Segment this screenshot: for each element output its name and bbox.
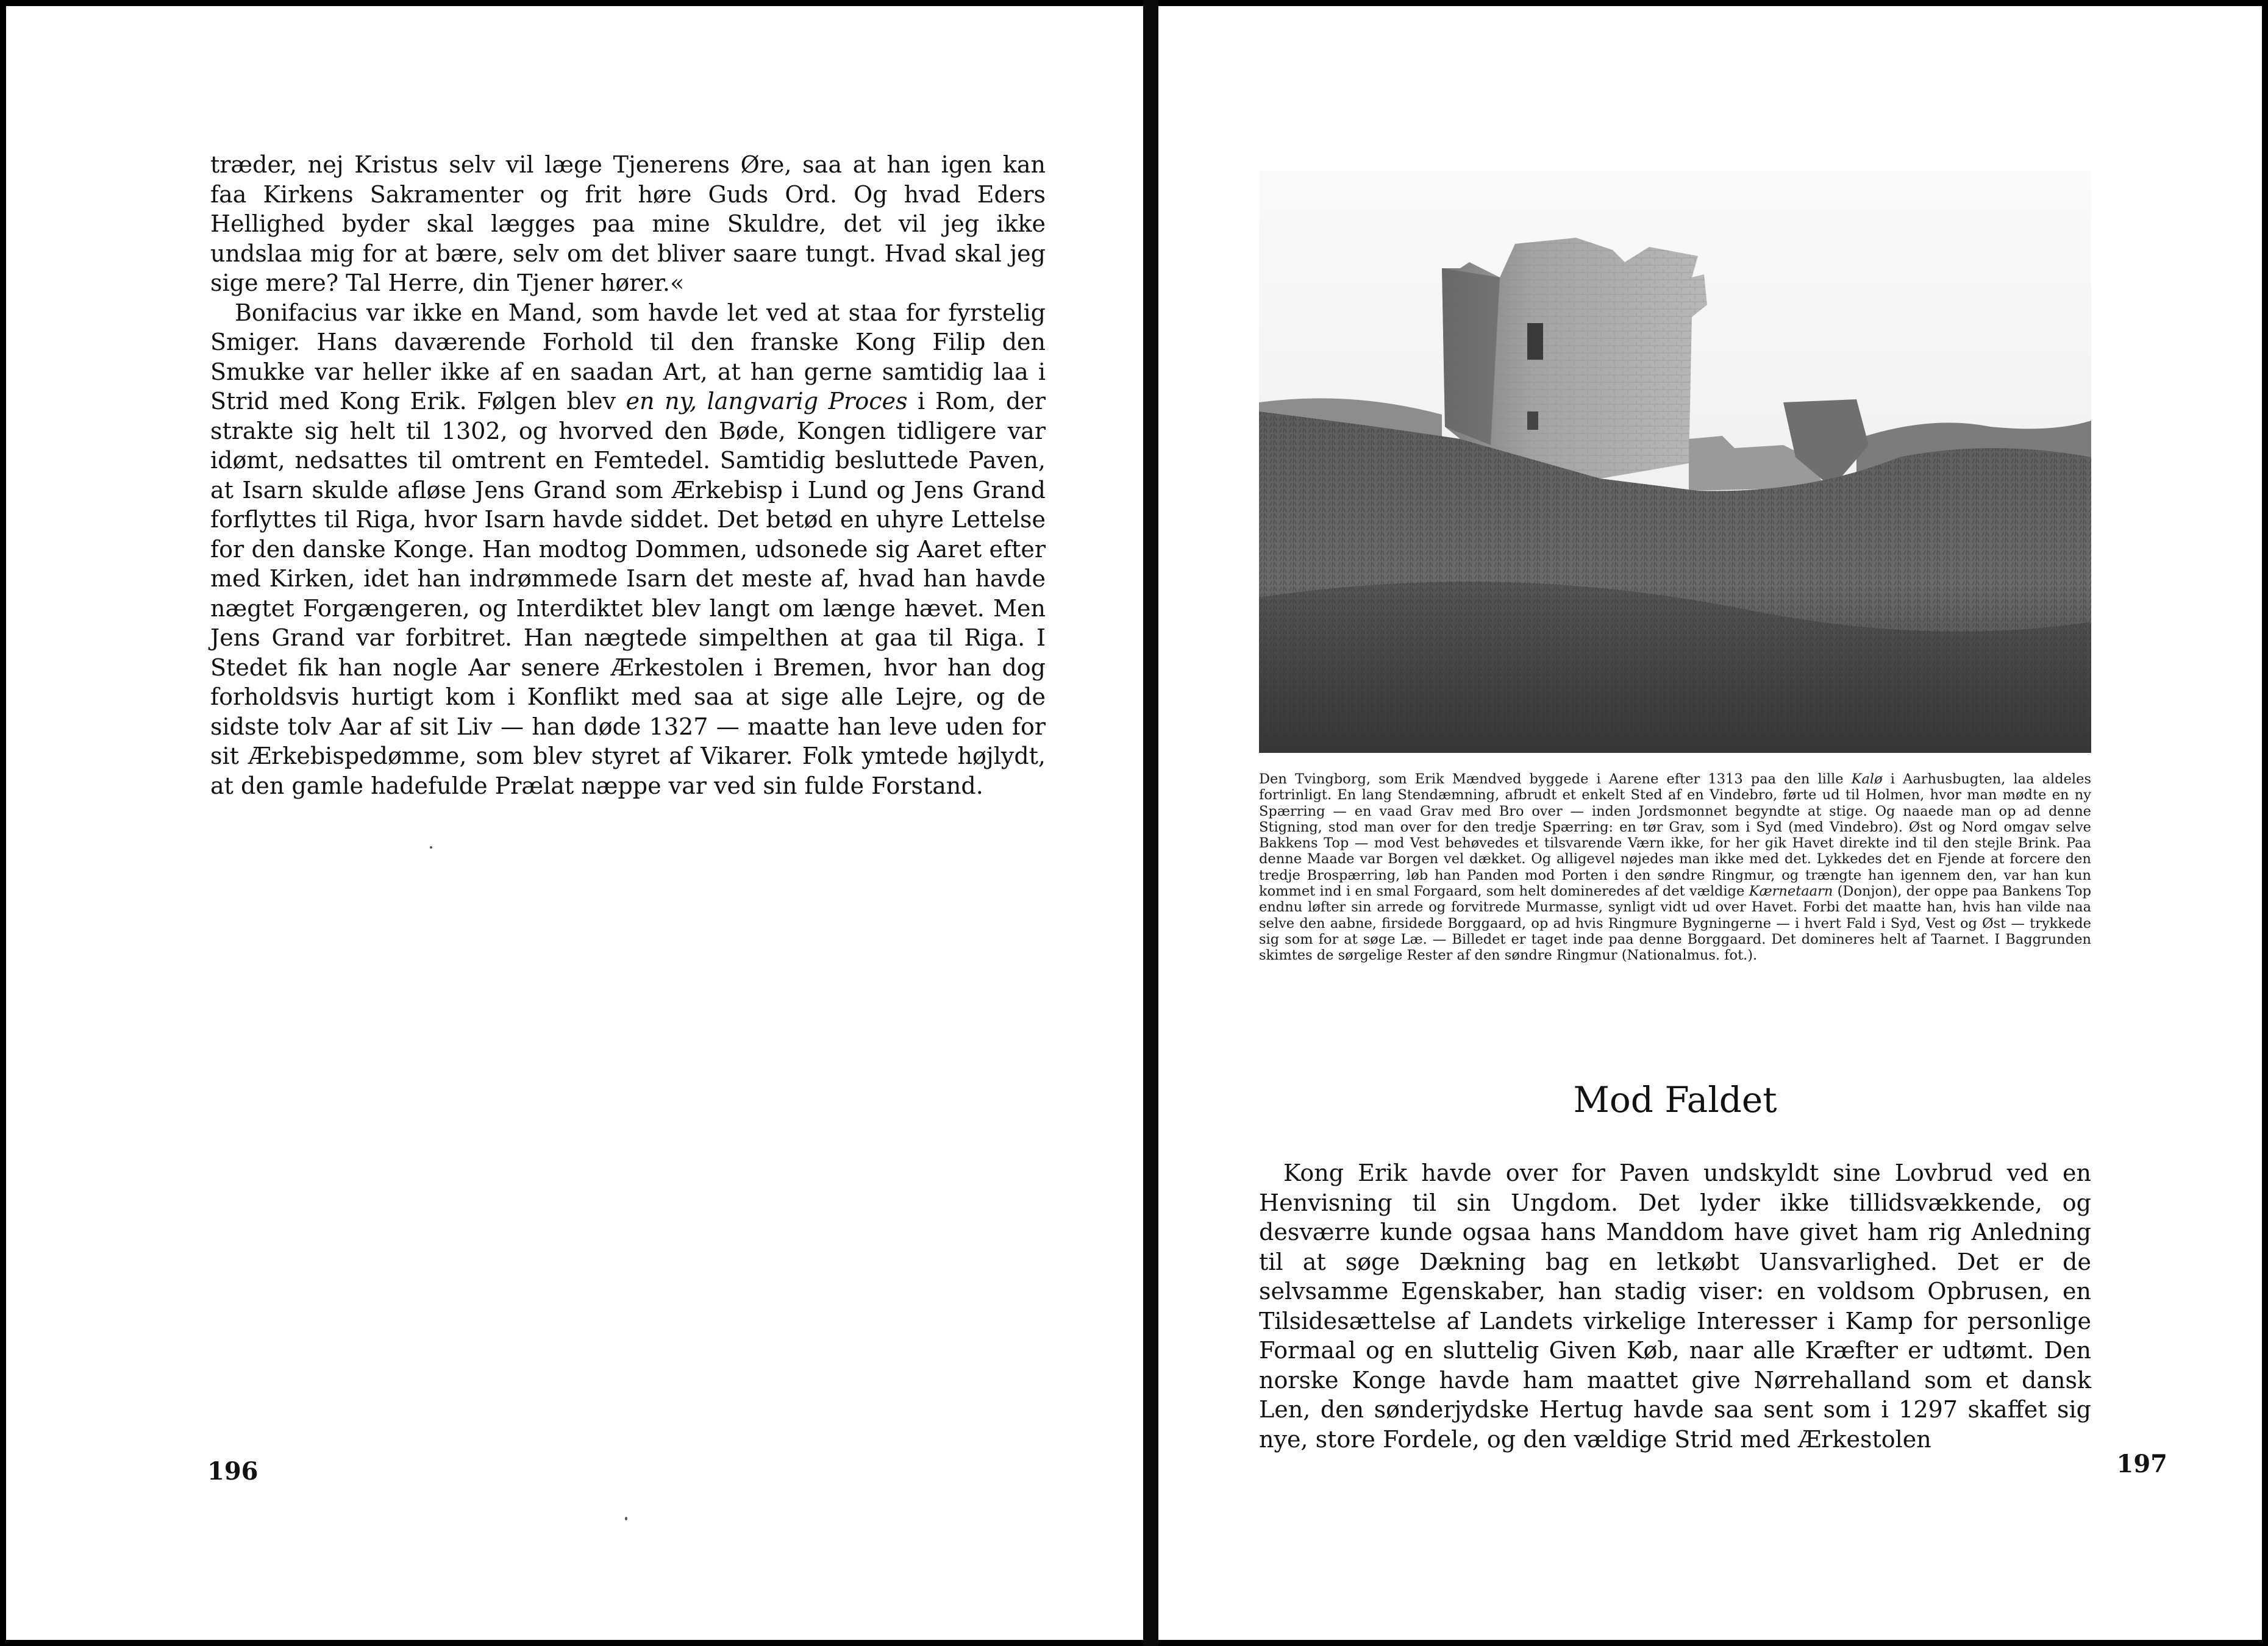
book-gutter [1143,0,1158,1646]
text-segment: (Donjon), der oppe paa Bankens Top endnu løfter sin arrede og forvitrede Murmasse, synligt vidt ud over Havet. Forbi det maatte han, hvis han vilde naa selve den aabne, firsidede Borggaard, op ad hvis Ringmure Bygningerne — i hvert Fald i Syd, Vest og Øst — trykkede sig som for at søge Læ. — Billedet er taget inde paa denne Borggaard. Det domineres helt af Taarnet. I Baggrunden skimtes de sørgelige Rester af den søndre Ringmur (Nationalmus. fot.). [1259,883,2091,964]
paper-speck [430,846,432,849]
paper-speck [625,1517,627,1520]
italic-text-segment: en ny, langvarig Proces [626,388,908,415]
text-segment: træder, nej Kristus selv vil læge Tjenerens Øre, saa at han igen kan faa Kirkens Sakramenter og frit høre Guds Ord. Og hvad Eders Hellighed byder skal lægges paa mine Skuldre, det vil jeg ikke undslaa mig for at bære, selv om det bliver saare tungt. Hvad skal jeg sige mere? Tal Herre, din Tjener hører.« [210,151,1046,296]
left-page-number: 196 [207,1457,259,1486]
right-page-body-text [1259,1158,2091,1454]
tower-ruin-illustration [1259,171,2091,753]
chapter-title: Mod Faldet [1573,1079,1777,1120]
italic-text-segment: Kalø [1851,771,1883,787]
body-paragraph [210,150,1046,298]
left-page-body-text [210,150,1046,800]
left-page [6,6,1143,1640]
photo-caption [1259,771,2091,964]
text-segment: Kong Erik havde over for Paven undskyldt sine Lovbrud ved en Henvisning til sin Ungdom. Det lyder ikke tillidsvækkende, og desværre kunde ogsaa hans Manddom have givet ham rig Anledning til at søge Dækning bag en letkøbt Uansvarlighed. Det er de selvsamme Egenskaber, han stadig viser: en voldsom Opbrusen, en Tilsidesættelse af Landets virkelige Interesser i Kamp for personlige Formaal og en sluttelig Given Køb, naar alle Kræfter er udtømt. Den norske Konge havde ham maattet give Nørrehalland som et dansk Len, den sønderjydske Hertug havde saa sent som i 1297 skaffet sig nye, store Fordele, og den vældige Strid med Ærkestolen [1259,1160,2091,1453]
right-page-number: 197 [2116,1450,2167,1478]
text-segment: i Rom, der strakte sig helt til 1302, og hvorved den Bøde, Kongen tidligere var idømt, nedsattes til omtrent en Femtedel. Samtidig besluttede Paven, at Isarn skulde afløse Jens Grand som Ærkebisp i Lund og Jens Grand forflyttes til Riga, hvor Isarn havde siddet. Det betød en uhyre Lettelse for den danske Konge. Han modtog Dommen, udsonede sig Aaret efter med Kirken, idet han indrømmede Isarn det meste af, hvad han havde nægtet Forgængeren, og Interdiktet blev langt om længe hævet. Men Jens Grand var forbitret. Han nægtede simpelthen at gaa til Riga. I Stedet fik han nogle Aar senere Ærkestolen i Bremen, hvor han dog forholdsvis hurtigt kom i Konflikt med saa at sige alle Lejre, og de sidste tolv Aar af sit Liv — han døde 1327 — maatte han leve uden for sit Ærkebispedømme, som blev styret af Vikarer. Folk ymtede højlydt, at den gamle hadefulde Prælat næppe var ved sin fulde Forstand. [210,388,1046,799]
body-paragraph [1259,1158,2091,1454]
italic-text-segment: Kærnetaarn [1749,883,1833,900]
text-segment: Bonifacius var ikke en Mand, som havde let ved at staa for fyrstelig Smiger. Hans daværende Forhold til den franske Kong Filip den Smukke var heller ikke af en saadan Art, at han gerne samtidig laa i Strid med Kong Erik. Følgen blev [210,299,1046,415]
text-segment: Den Tvingborg, som Erik Mændved byggede i Aarene efter 1313 paa den lille [1259,771,1852,787]
tower-ruin-photo [1259,171,2091,753]
right-page [1158,6,2262,1640]
body-paragraph [210,298,1046,801]
text-segment: i Aarhusbugten, laa aldeles fortrinligt. En lang Stendæmning, afbrudt et enkelt Sted af en Vindebro, førte ud til Holmen, hvor man mødte en ny Spærring — en vaad Grav med Bro over — inden Jordsmonnet begyndte at stige. Og naaede man op ad denne Stigning, stod man over for den tredje Spærring: en tør Grav, som i Syd (med Vindebro). Øst og Nord omgav selve Bakkens Top — mod Vest behøvedes et tilsvarende Værn ikke, for her gik Havet direkte ind til den stejle Brink. Paa denne Maade var Borgen vel dækket. Og alligevel nøjedes man ikke med det. Lykkedes det en Fjende at forcere den tredje Brospærring, løb han Panden mod Porten i den søndre Ringmur, og trængte han igennem den, var han kun kommet ind i en smal Forgaard, som helt domineredes af det vældige [1259,771,2091,900]
